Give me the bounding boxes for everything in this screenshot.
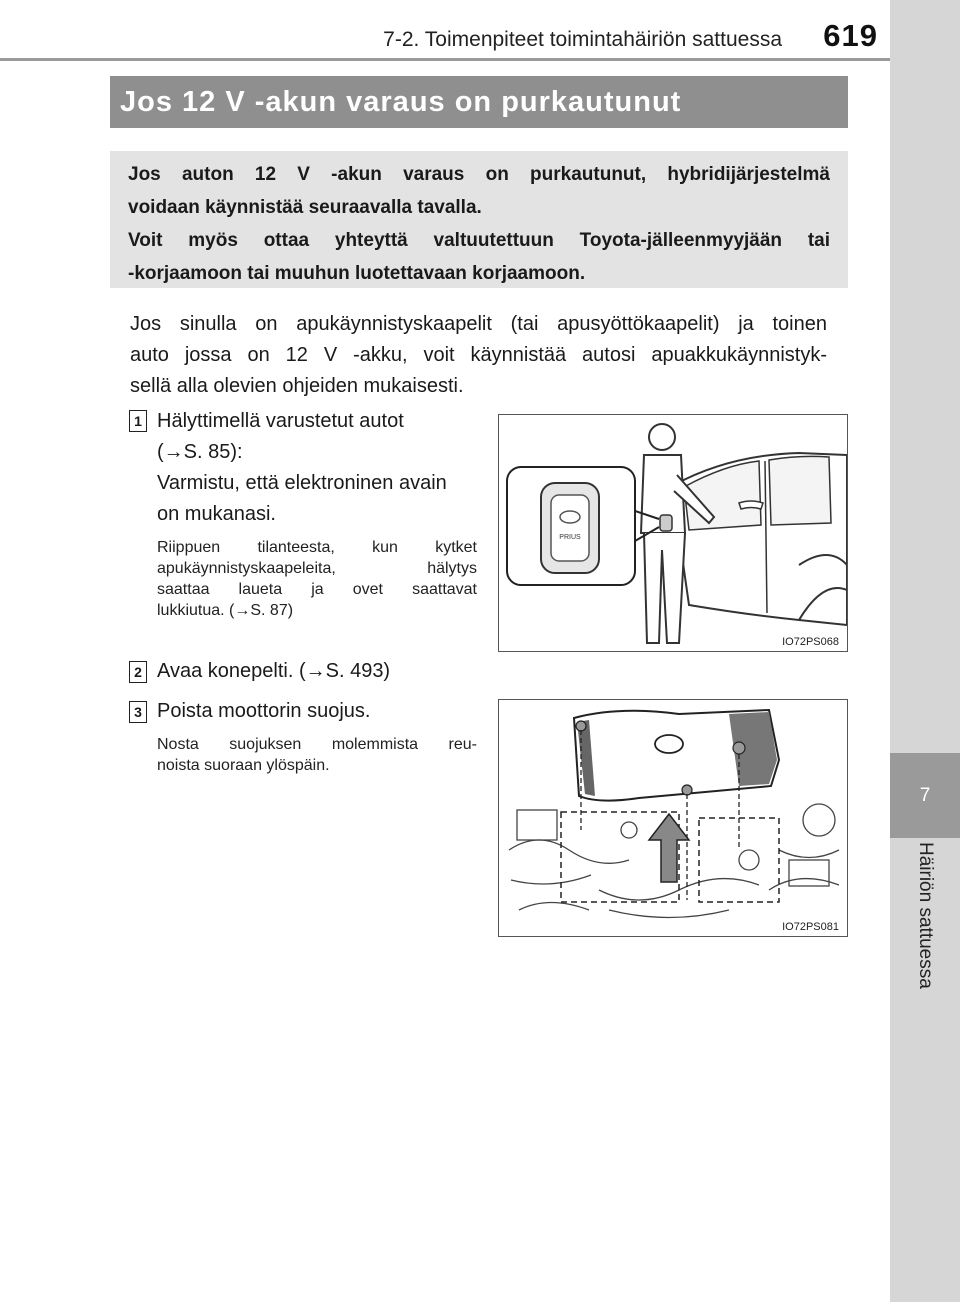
step-1-line: Varmistu, että elektroninen avain [157, 472, 447, 494]
note-line: Riippuen tilanteesta, kun kytket [157, 539, 477, 556]
step-2-text: Avaa konepelti. (→S. 493) [157, 660, 391, 682]
figure-key-car [498, 414, 848, 652]
page-header [0, 0, 890, 62]
intro-line: voidaan käynnistää seuraavalla tavalla. [128, 197, 482, 218]
chapter-label-text: Häiriön sattuessa [915, 842, 936, 989]
body-line: sellä alla olevien ohjeiden mukaisesti. [130, 375, 464, 397]
intro-line: -korjaamoon tai muuhun luotettavaan korjaamoon. [128, 263, 586, 284]
step-1-note [157, 537, 477, 621]
side-tab [890, 0, 960, 1302]
key-brand-text: PRIUS [559, 534, 581, 541]
body-paragraph [130, 309, 827, 402]
figure-code: IO72PS081 [782, 921, 839, 933]
section-title: Jos 12 V -akun varaus on purkautunut [110, 76, 848, 128]
car-person-illustration [499, 415, 847, 651]
figure-engine-cover [498, 699, 848, 937]
step-number-2: 2 [129, 661, 147, 683]
body-line: Jos sinulla on apukäynnistyskaapelit (tai apusyöttökaapelit) ja toinen [130, 313, 827, 335]
note-line: saattaa laueta ja ovet saattavat [157, 581, 477, 598]
body-line: auto jossa on 12 V -akku, voit käynnistää autosi apuakkukäynnistyk- [130, 344, 827, 366]
header-rule [0, 58, 890, 61]
page-number: 619 [823, 18, 878, 53]
step-number-3: 3 [129, 701, 147, 723]
step-number-1: 1 [129, 410, 147, 432]
note-line: Nosta suojuksen molemmista reu- [157, 736, 477, 753]
intro-line: Jos auton 12 V -akun varaus on purkautunut, hybridijärjestelmä [128, 164, 830, 185]
step-3-note [157, 734, 477, 776]
step-3-text: Poista moottorin suojus. [157, 700, 371, 722]
chapter-label [898, 842, 952, 1002]
step-1-line: Hälyttimellä varustetut autot [157, 410, 404, 432]
step-1-line: (→S. 85): [157, 441, 243, 463]
intro-line: Voit myös ottaa yhteyttä valtuutettuun Toyota-jälleenmyyjään tai [128, 230, 830, 251]
note-line: noista suoraan ylöspäin. [157, 757, 330, 774]
step-1-line: on mukanasi. [157, 503, 276, 525]
header-title: 7-2. Toimenpiteet toimintahäiriön sattuessa [383, 28, 782, 51]
intro-box [110, 151, 848, 288]
note-line: lukkiutua. (→S. 87) [157, 602, 294, 619]
note-line: apukäynnistyskaapeleita, hälytys [157, 560, 477, 577]
figure-code: IO72PS068 [782, 636, 839, 648]
chapter-tab: 7 [890, 753, 960, 838]
engine-cover-illustration [499, 700, 847, 936]
step-1-text [157, 406, 487, 530]
